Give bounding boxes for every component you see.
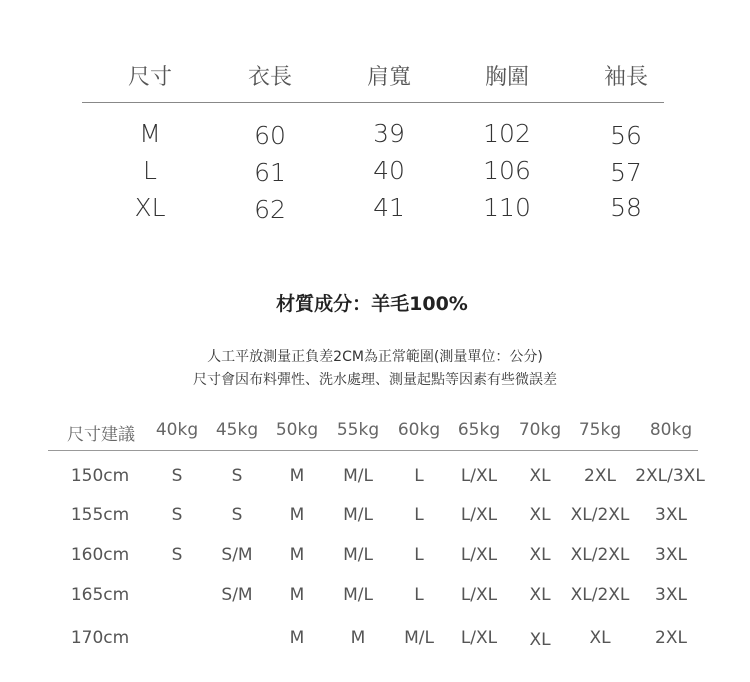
size-header-sleeve: 袖長	[603, 65, 649, 90]
measurement-note: 人工平放測量正負差2CM為正常範圍(測量單位：公分)	[207, 349, 543, 365]
size-recommendation: S	[231, 466, 243, 486]
size-cell: L	[143, 156, 157, 185]
size-recommendation: M/L	[343, 505, 373, 525]
height-label: 165cm	[70, 585, 130, 605]
size-recommendation: XL	[589, 628, 611, 648]
size-cell: M	[139, 119, 161, 148]
height-label: 160cm	[70, 545, 130, 565]
height-label: 155cm	[70, 505, 130, 525]
size-cell: 61	[254, 158, 286, 187]
size-recommendation: M/L	[343, 466, 373, 486]
size-cell: XL	[134, 193, 166, 222]
size-cell: 58	[610, 193, 642, 222]
size-recommendation: XL	[529, 630, 551, 650]
size-recommendation: XL	[529, 505, 551, 525]
weight-header: 70kg	[518, 420, 562, 440]
size-recommendation: XL	[529, 585, 551, 605]
size-cell: 40	[373, 156, 405, 185]
size-recommendation: M	[289, 545, 305, 565]
height-label: 150cm	[70, 466, 130, 486]
size-recommendation: M	[289, 585, 305, 605]
size-cell: 62	[254, 195, 286, 224]
size-recommendation: M/L	[343, 585, 373, 605]
size-cell: 41	[373, 193, 405, 222]
size-cell: 56	[610, 121, 642, 150]
size-recommendation: M/L	[343, 545, 373, 565]
size-recommendation: XL	[529, 466, 551, 486]
size-recommendation: 3XL	[655, 505, 687, 525]
size-recommendation: M	[350, 628, 366, 648]
material-composition: 材質成分：羊毛100%	[276, 293, 468, 315]
size-recommendation: M	[289, 466, 305, 486]
size-recommendation: M/L	[404, 628, 434, 648]
weight-header: 50kg	[275, 420, 319, 440]
size-recommendation: 2XL	[655, 628, 687, 648]
size-header-size: 尺寸	[127, 65, 173, 90]
size-header-shoulder: 肩寬	[366, 65, 412, 90]
size-recommendation: M	[289, 628, 305, 648]
size-recommendation: L/XL	[460, 585, 498, 605]
size-recommendation: S	[171, 545, 183, 565]
size-recommendation: S/M	[221, 585, 253, 605]
size-cell: 106	[483, 156, 531, 185]
size-recommendation: L/XL	[460, 466, 498, 486]
size-recommendation: L/XL	[460, 545, 498, 565]
size-recommendation: XL	[529, 545, 551, 565]
size-cell: 102	[483, 119, 531, 148]
size-recommendation: L	[414, 505, 424, 525]
size-recommendation: 2XL/3XL	[635, 466, 705, 486]
size-cell: 110	[483, 193, 531, 222]
size-recommendation: L/XL	[460, 505, 498, 525]
size-recommendation: XL/2XL	[570, 545, 630, 565]
size-header-chest: 胸圍	[484, 65, 530, 90]
size-cell: 39	[373, 119, 405, 148]
weight-header: 55kg	[336, 420, 380, 440]
size-recommendation: S	[231, 505, 243, 525]
size-recommendation: L	[414, 545, 424, 565]
weight-header: 75kg	[578, 420, 622, 440]
size-header-length: 衣長	[247, 65, 293, 90]
size-recommendation: 2XL	[584, 466, 616, 486]
size-recommendation: L	[414, 466, 424, 486]
size-recommendation: 3XL	[655, 585, 687, 605]
weight-header: 65kg	[457, 420, 501, 440]
weight-header: 60kg	[397, 420, 441, 440]
size-recommendation: L	[414, 585, 424, 605]
size-recommendation: XL/2XL	[570, 585, 630, 605]
weight-header: 40kg	[155, 420, 199, 440]
size-recommendation: 3XL	[655, 545, 687, 565]
height-label: 170cm	[70, 628, 130, 648]
size-recommendation: S	[171, 466, 183, 486]
size-cell: 60	[254, 121, 286, 150]
weight-header: 80kg	[649, 420, 693, 440]
size-recommendation: XL/2XL	[570, 505, 630, 525]
size-table-divider	[82, 102, 664, 103]
size-recommendation: L/XL	[460, 628, 498, 648]
weight-header-label: 尺寸建議	[67, 425, 135, 445]
weight-header: 45kg	[215, 420, 259, 440]
weight-table-divider	[48, 450, 698, 451]
size-cell: 57	[610, 158, 642, 187]
variance-note: 尺寸會因布料彈性、洗水處理、測量起點等因素有些微誤差	[193, 372, 557, 388]
size-recommendation: M	[289, 505, 305, 525]
size-recommendation: S	[171, 505, 183, 525]
size-recommendation: S/M	[221, 545, 253, 565]
